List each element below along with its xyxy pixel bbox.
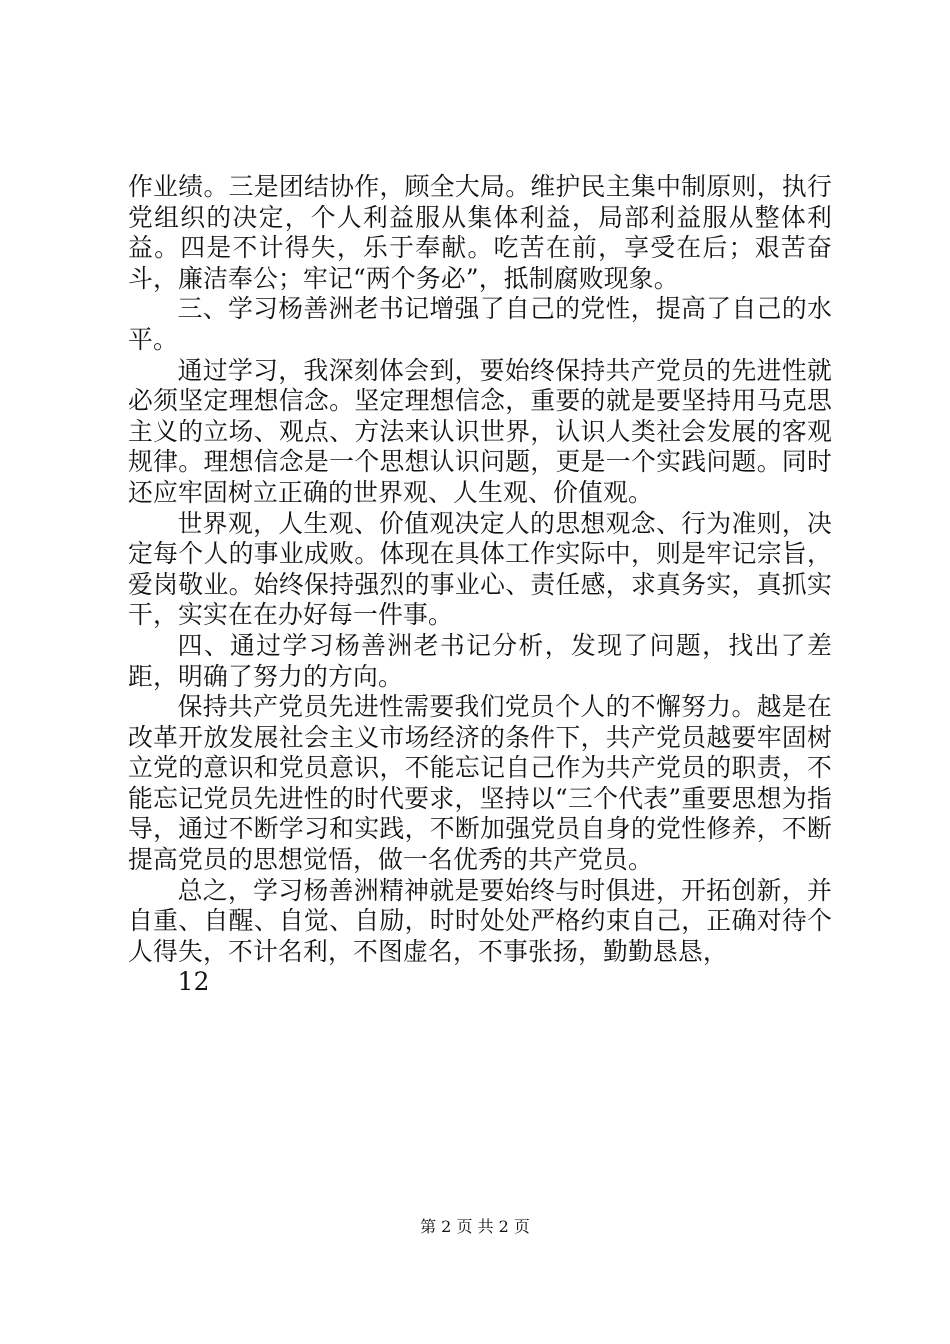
- paragraph-5: 四、通过学习杨善洲老书记分析，发现了问题，找出了差距，明确了努力的方向。: [128, 630, 832, 691]
- paragraph-7: 总之，学习杨善洲精神就是要始终与时俱进，开拓创新，并自重、自醒、自觉、自励，时时处处严格约束自己，正确对待个人得失，不计名利，不图虚名，不事张扬，勤勤恳恳，: [128, 875, 832, 966]
- page-footer: [0, 1216, 950, 1238]
- paragraph-3: 通过学习，我深刻体会到，要始终保持共产党员的先进性就必须坚定理想信念。坚定理想信念，重要的就是要坚持用马克思主义的立场、观点、方法来认识世界，认识人类社会发展的客观规律。理想信念是一个思想认识问题，更是一个实践问题。同时还应牢固树立正确的世界观、人生观、价值观。: [128, 355, 832, 507]
- paragraph-8: 12: [177, 967, 210, 997]
- paragraph-1: 作业绩。三是团结协作，顾全大局。维护民主集中制原则，执行党组织的决定，个人利益服从集体利益，局部利益服从整体利益。四是不计得失，乐于奉献。吃苦在前，享受在后；艰苦奋斗，廉洁奉公；牢记“两个务必”，抵制腐败现象。: [128, 172, 832, 293]
- paragraph-6: 保持共产党员先进性需要我们党员个人的不懈努力。越是在改革开放发展社会主义市场经济的条件下，共产党员越要牢固树立党的意识和党员意识，不能忘记自己作为共产党员的职责，不能忘记党员先进性的时代要求，坚持以“三个代表”重要思想为指导，通过不断学习和实践，不断加强党员自身的党性修养，不断提高党员的思想觉悟，做一名优秀的共产党员。: [128, 692, 832, 875]
- paragraph-2: 三、学习杨善洲老书记增强了自己的党性，提高了自己的水平。: [128, 294, 832, 354]
- paragraph-4: 世界观，人生观、价值观决定人的思想观念、行为准则，决定每个人的事业成败。体现在具体工作实际中，则是牢记宗旨，爱岗敬业。始终保持强烈的事业心、责任感，求真务实，真抓实干，实实在在办好每一件事。: [128, 508, 832, 630]
- document-body: [128, 172, 832, 998]
- page-number-label: 第 2 页 共 2 页: [420, 1217, 530, 1236]
